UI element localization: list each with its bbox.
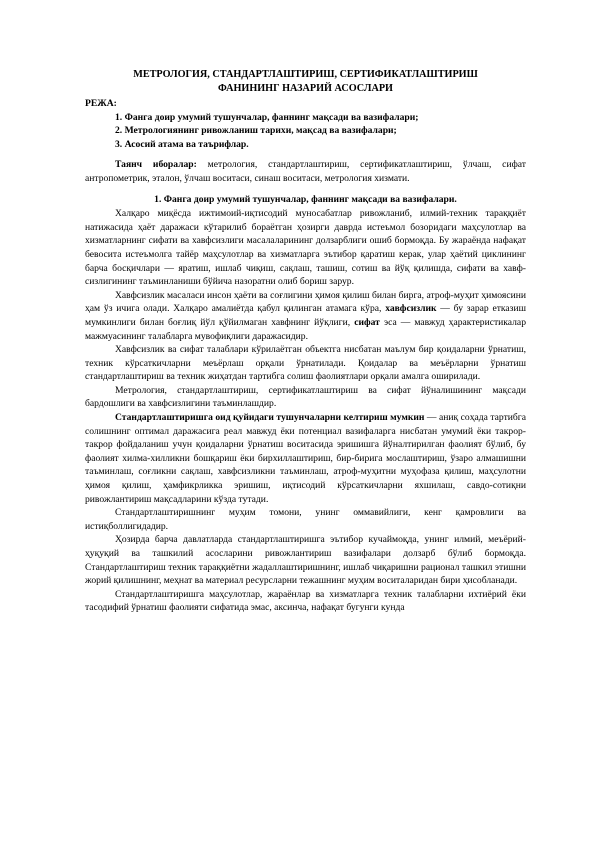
title-line-1: МЕТРОЛОГИЯ, СТАНДАРТЛАШТИРИШ, СЕРТИФИКАТЛАШТИРИШ xyxy=(133,69,478,80)
term-safety: хавфсизлик xyxy=(385,303,437,315)
paragraph-8: Стандартлаштиришга маҳсулотлар, жараёнлар ва хизматларга техник талабларни ихтиёрий ёки тасодифий ўрнатиш фаолияти сифатида эмас, аксинча, нафақат бугунги кунда xyxy=(85,588,526,614)
title-line-2: ФАНИНИНГ НАЗАРИЙ АСОСЛАРИ xyxy=(218,83,393,94)
paragraph-5-bold: Стандартлаштиришга оид қуйидаги тушунчаларни келтириш мумкин xyxy=(115,412,425,424)
plan-heading: РЕЖА: xyxy=(85,98,117,109)
paragraph-5 xyxy=(85,411,526,506)
paragraph-2-text-a: Хавфсизлик масаласи инсон ҳаёти ва соғлигини ҳимоя қилиш билан бирга, атроф-муҳит ҳимоясини ҳам ўз ичига олади. Халқаро амалиётда қабул қилинган атамага кўра, xyxy=(85,289,526,315)
section-1-title: 1. Фанга доир умумий тушунчалар, фаннинг мақсади ва вазифалари. xyxy=(154,193,457,205)
plan-item-3: 3. Асосий атама ва таърифлар. xyxy=(115,138,249,150)
paragraph-3: Хавфсизлик ва сифат талаблари кўрилаётган объектга нисбатан маълум бир қоидаларни ўрнатиш, техник кўрсаткичларни меъёрлаш орқали ўрнатилади. Қоидалар ва меъёрларни ўрнатиш стандартлаштириш ва техник жиҳатдан тартибга солиш фаолиятлари орқали амалга оширилади. xyxy=(85,344,526,383)
plan-item-2: 2. Метрологиянинг ривожланиш тарихи, мақсад ва вазифалари; xyxy=(115,125,397,137)
plan-item-1: 1. Фанга доир умумий тушунчалар, фаннинг мақсади ва вазифалари; xyxy=(115,111,419,123)
paragraph-5-text: — аниқ соҳада тартибга солишнинг оптимал даражасига реал мавжуд ёки потенциал вазифаларга нисбатан умумий ёки такрор-такрор фойдаланиш учун қоидаларни ўрнатиш воситасида эришишга йўналтирилган фаолият бўлиб, бу фаолият хилма-хилликни бошқариш ёки бирхиллаштириш, бир-бирига мослаштириш, ўзаро алмашишни таъминлаш, соғликни сақлаш, хавфсизликни таъминлаш, атроф-муҳитни муҳофаза қилиш, маҳсулотни ҳимоя қилиш, ҳамфикрликка эришиш, иқтисодий кўрсаткичларни яхшилаш, савдо-сотиқни ривожлантириш мақсадларини кўзда тутади. xyxy=(85,412,526,505)
keywords-text: метрология, стандартлаштириш, сертификатлаштириш, ўлчаш, сифат антропометрик, эталон, ўлчаш воситаси, синаш воситаси, метрология хизмати. xyxy=(85,159,526,184)
paragraph-2-text-c: — бу зарар етказиш мумкинлиги билан боғлиқ йўл қўйилмаган хавфнинг йўқлиги, xyxy=(85,303,526,328)
paragraph-2-text-e: эса — мавжуд ҳарактеристикалар мажмуасининг талабларга мувофиқлиги даражасидир. xyxy=(85,316,526,342)
keywords-paragraph xyxy=(85,158,526,185)
paragraph-7: Ҳозирда барча давлатларда стандартлаштиришга эътибор кучаймоқда, унинг илмий, меъёрий-ҳуқуқий ва ташкилий асосларини ривожлантириш вазифалари долзарб бўлиб бормоқда. Стандартлаштириш техник тараққиётни жадаллаштиришнинг, ишлаб чиқаришни рационал ташкил этишни жорий қилишнинг, меҳнат ва материал ресурсларни тежашнинг муҳим воситаларидан бири ҳисобланади. xyxy=(85,534,526,587)
paragraph-6: Стандартлаштиришнинг муҳим томони, унинг оммавийлиги, кенг қамровлиги ва истиқболлигидадир. xyxy=(85,507,526,532)
paragraph-1: Халқаро миқёсда ижтимоий-иқтисодий муносабатлар ривожланиб, илмий-техник тараққиёт натижасида ҳаёт даражаси кўтарилиб бораётган ҳозирги даврда истеъмол бозоридаги маҳсулотлар ва хизматларнинг сифати ва хавфсизлиги масалаларининг долзарблиги ошиб бормоқда. Бу жараёнда нафақат бевосита истеъмолга тайёр маҳсулотлар ва хизматларга эътибор қаратиш керак, улар ҳаётий циклининг барча босқичлари — яратиш, ишлаб чиқиш, сақлаш, ташиш, сотиш ва йўқ қилишда, сифати ва хавф-сизлигининг таъминланиши бўйича назоратни олиб бориш зарур. xyxy=(85,208,526,288)
document-page xyxy=(85,68,526,615)
term-quality: сифат xyxy=(354,316,380,328)
keywords-label: Таянч иборалар: xyxy=(115,159,197,171)
paragraph-2 xyxy=(85,289,526,343)
paragraph-4: Метрология, стандартлаштириш, сертификатлаштириш ва сифат йўналишининг мақсади бардошлиги ва хавфсизлигини таъминлашдир. xyxy=(85,384,526,410)
document-title xyxy=(85,68,526,96)
